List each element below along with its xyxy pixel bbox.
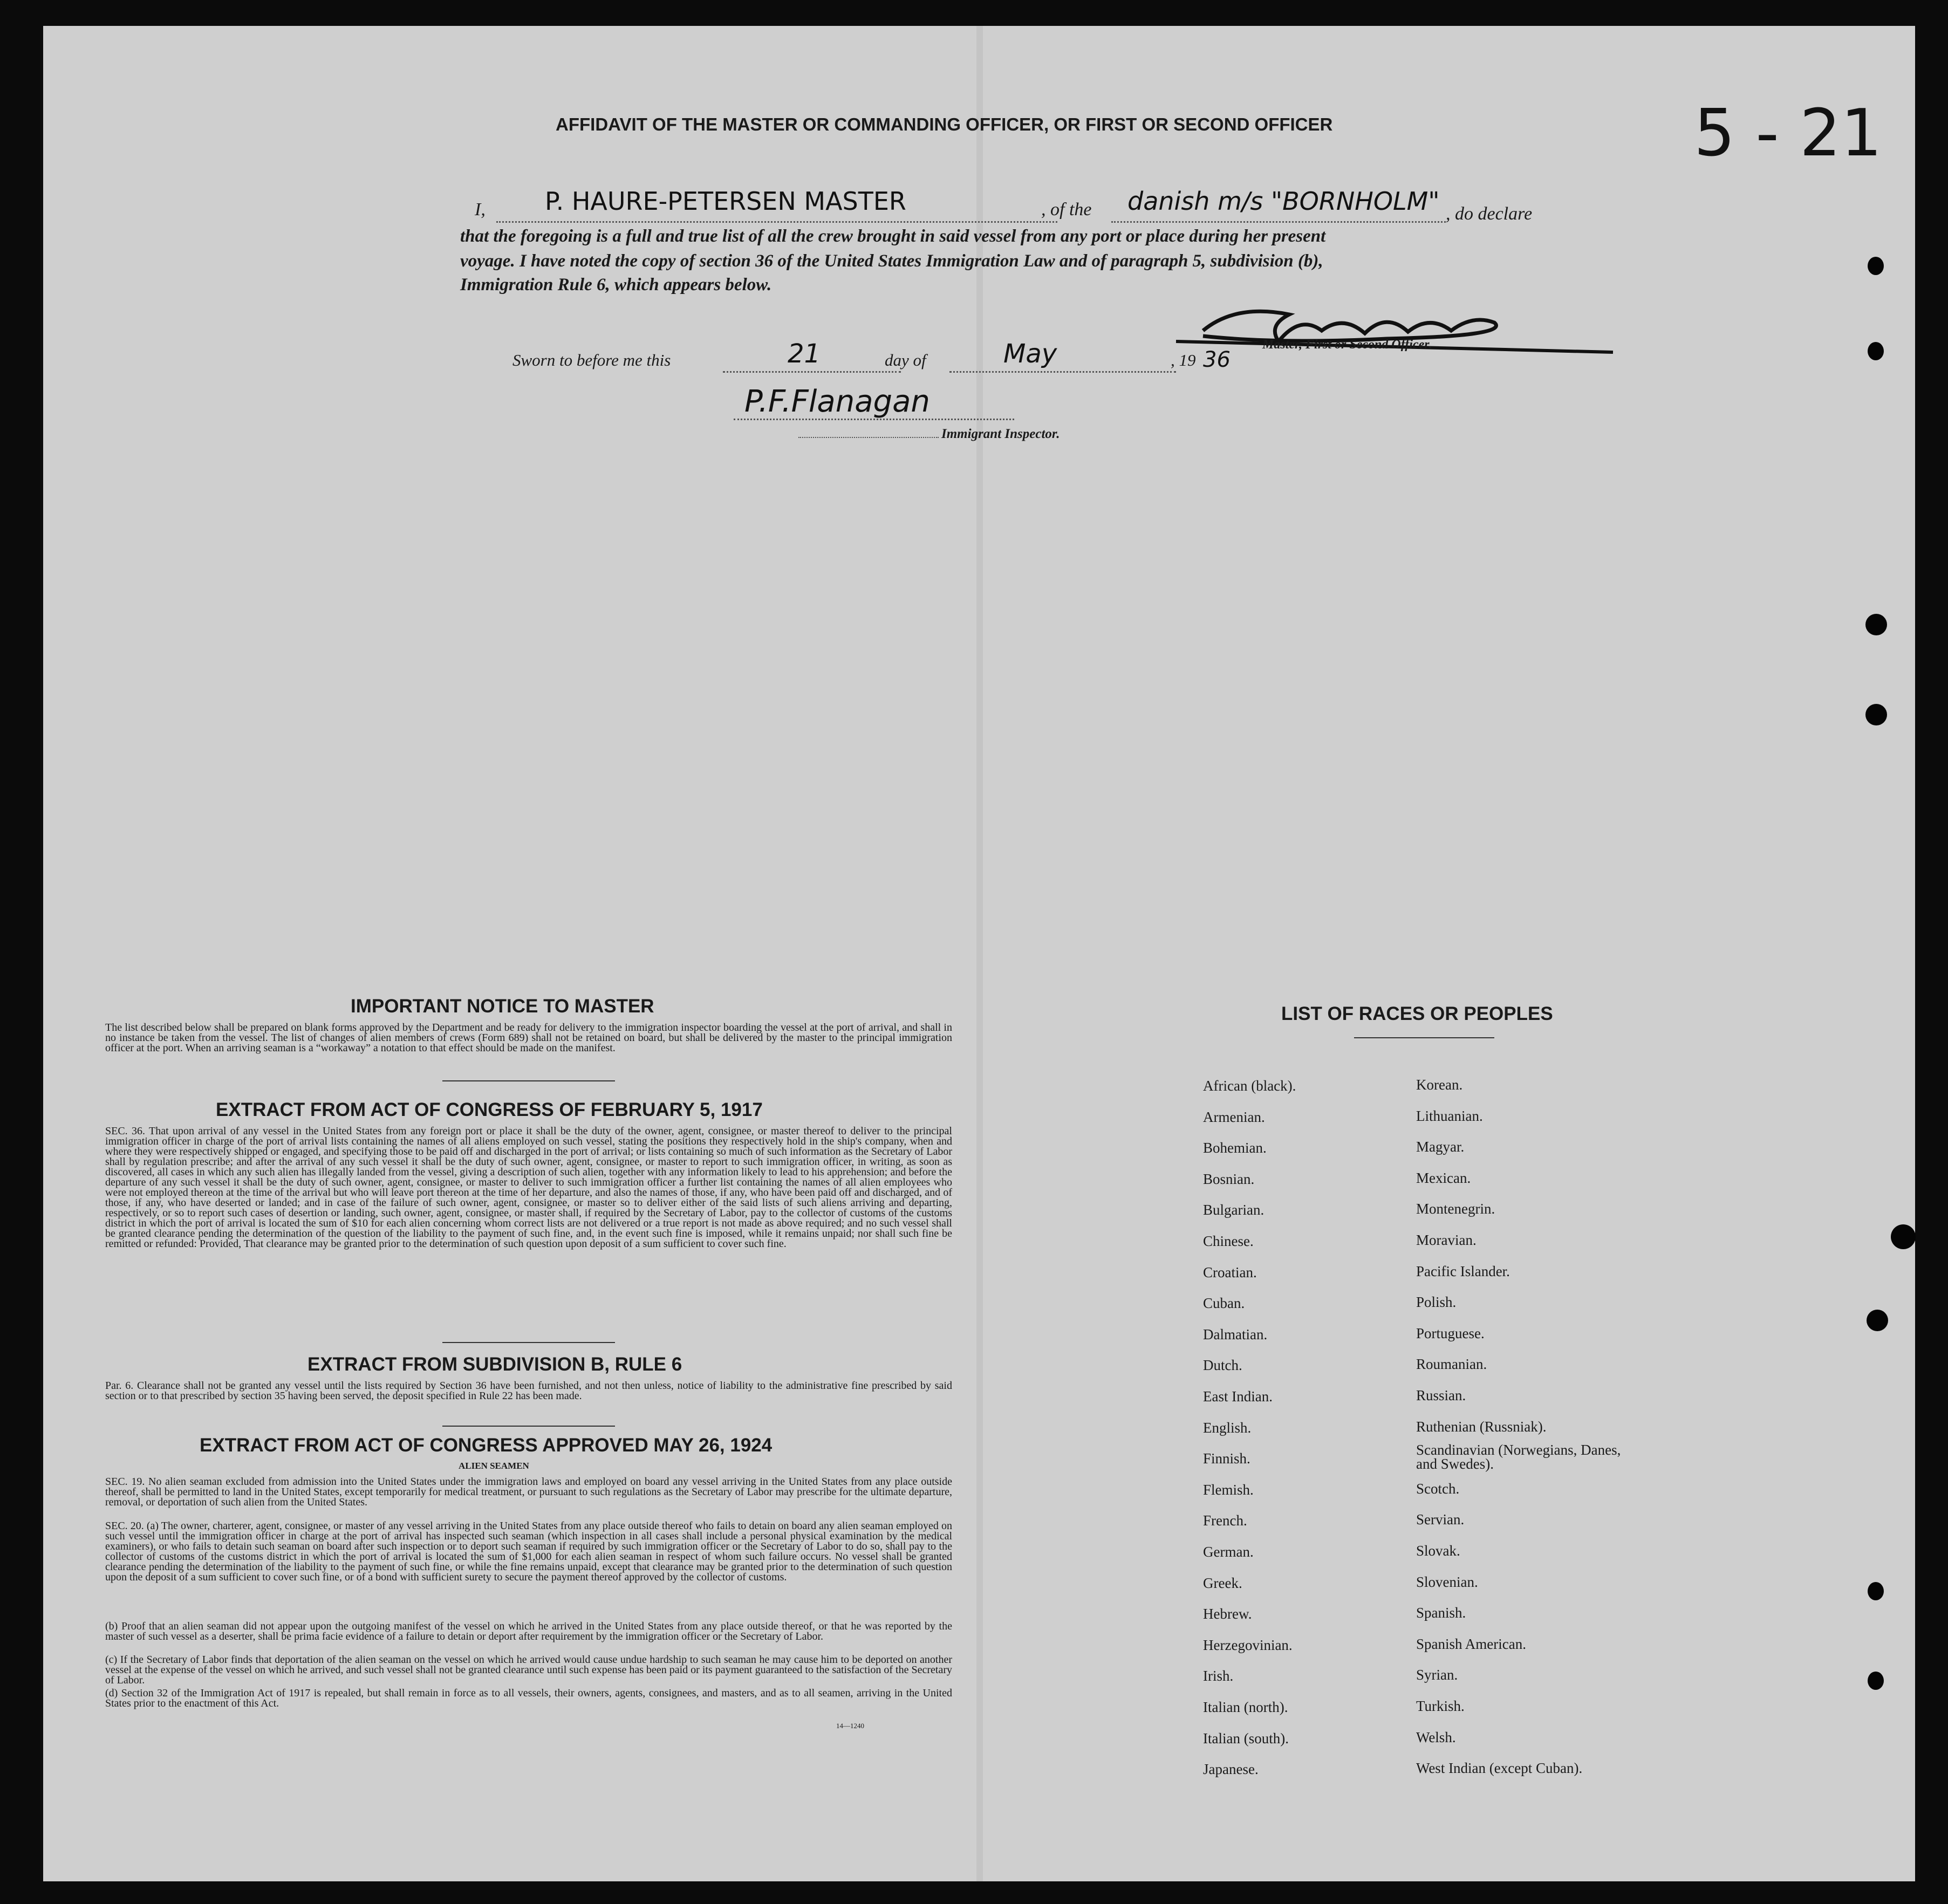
binder-hole-6 bbox=[1867, 1310, 1888, 1331]
extract-rule6-title: EXTRACT FROM SUBDIVISION B, RULE 6 bbox=[307, 1354, 682, 1375]
vessel-line bbox=[1111, 221, 1446, 223]
race-item: Irish. bbox=[1203, 1668, 1234, 1684]
race-item: Dalmatian. bbox=[1203, 1326, 1268, 1343]
extract-1924-sec20c: (c) If the Secretary of Labor finds that deportation of the alien seaman on the vessel on which he arrived would cause undue hardship to such seaman he may cause him to be deported on another vessel at the expense of the vessel on which he arrived, and such vessel shall not be granted clearance until such expense has been paid or its payment guaranteed to the satisfaction of the Secretary of Labor. bbox=[105, 1654, 952, 1686]
race-item: Portuguese. bbox=[1416, 1325, 1485, 1341]
binder-hole-5 bbox=[1891, 1224, 1916, 1249]
binder-hole-7 bbox=[1868, 1582, 1884, 1600]
extract-1924-sec20d: (d) Section 32 of the Immigration Act of 1917 is repealed, but shall remain in force as to all vessels, their owners, agents, consignees, and masters, and as to all seamen, arriving in the United States prior to the enactment of this Act. bbox=[105, 1687, 952, 1709]
race-item: Spanish. bbox=[1416, 1605, 1466, 1621]
extract-1924-title: EXTRACT FROM ACT OF CONGRESS APPROVED MAY 26, 1924 bbox=[200, 1435, 773, 1456]
race-item: Spanish American. bbox=[1416, 1635, 1526, 1652]
form-number: 14—1240 bbox=[836, 1722, 864, 1730]
month-field: May bbox=[1003, 339, 1057, 369]
races-divider bbox=[1354, 1037, 1494, 1038]
race-item: African (black). bbox=[1203, 1078, 1296, 1094]
month-line bbox=[949, 371, 1176, 373]
race-item: Lithuanian. bbox=[1416, 1107, 1483, 1124]
race-item: French. bbox=[1203, 1512, 1247, 1529]
document-page bbox=[43, 26, 1915, 1881]
race-item: Mexican. bbox=[1416, 1169, 1471, 1186]
race-item: Finnish. bbox=[1203, 1450, 1250, 1467]
race-item: Polish. bbox=[1416, 1294, 1457, 1311]
race-item: Magyar. bbox=[1416, 1139, 1465, 1155]
race-item: Greek. bbox=[1203, 1574, 1242, 1591]
day-of-text: day of bbox=[885, 351, 926, 369]
race-item: German. bbox=[1203, 1544, 1254, 1560]
day-field: 21 bbox=[788, 339, 821, 369]
binder-hole-2 bbox=[1868, 342, 1884, 360]
race-item: Montenegrin. bbox=[1416, 1201, 1495, 1217]
race-item: West Indian (except Cuban). bbox=[1416, 1760, 1583, 1777]
race-item: Slovak. bbox=[1416, 1543, 1460, 1559]
affidavit-line-3: voyage. I have noted the copy of section 36 of the United States Immigration Law and of paragraph 5, subdivision (b), bbox=[460, 251, 1323, 271]
race-item: Italian (south). bbox=[1203, 1730, 1289, 1747]
binder-hole-3 bbox=[1865, 614, 1887, 635]
race-item: Bulgarian. bbox=[1203, 1202, 1265, 1218]
race-item: Japanese. bbox=[1203, 1761, 1259, 1778]
notice-body: The list described below shall be prepared on blank forms approved by the Department and be ready for delivery to the immigration inspector boarding the vessel at the port of arrival, and shall in no instance be taken from the vessel. The list of changes of alien members of crews (Form 689) shall not be retained on board, but shall be delivered by the master to the principal immigration officer at the port. When an arriving seaman is a “workaway” a notation to that effect should be made on the manifest. bbox=[105, 1022, 952, 1054]
races-title: LIST OF RACES OR PEOPLES bbox=[1281, 1003, 1553, 1024]
race-item: English. bbox=[1203, 1419, 1252, 1436]
affidavit-title: AFFIDAVIT OF THE MASTER OR COMMANDING OFFICER, OR FIRST OR SECOND OFFICER bbox=[556, 114, 1333, 134]
page-fold bbox=[976, 26, 983, 1881]
year-prefix: , 19 bbox=[1171, 351, 1196, 369]
extract-1924-subtitle: ALIEN SEAMEN bbox=[459, 1461, 529, 1471]
race-item: Turkish. bbox=[1416, 1698, 1465, 1714]
race-item: Chinese. bbox=[1203, 1233, 1254, 1249]
inspector-label-line bbox=[798, 437, 939, 438]
race-item: Welsh. bbox=[1416, 1729, 1456, 1745]
corner-mark: 5 - 21 bbox=[1694, 96, 1882, 171]
race-item: Scandinavian (Norwegians, Danes, and Swedes). bbox=[1416, 1442, 1621, 1472]
extract-1924-sec20a: SEC. 20. (a) The owner, charterer, agent, consignee, or master of any vessel arriving in the United States from any place outside thereof who fails to detain on board any alien seaman employed on such vessel until the immigration officer in charge at the port of arrival has inspected such seaman (which inspection in all cases shall include a personal physical examination by the medical examiners), or who fails to detain such seaman on board after such inspection or to deport such seaman if required by such immigration officer or the Secretary of Labor to do so, shall pay to the collector of customs of the customs district in which the port of arrival is located the sum of $1,000 for each alien seaman in respect of whom such failure occurs. No vessel shall be granted clearance pending the determination of the liability to the payment of such fine, or while the fine remains unpaid, except that clearance may be granted prior to the determination of such question upon the deposit of a sum sufficient to cover such fine, or of a bond with sufficient surety to secure the payment thereof approved by the collector of customs. bbox=[105, 1520, 952, 1583]
race-item: Armenian. bbox=[1203, 1108, 1265, 1125]
race-item: Scotch. bbox=[1416, 1480, 1460, 1497]
day-line bbox=[723, 371, 901, 373]
race-item: Hebrew. bbox=[1203, 1606, 1252, 1622]
extract-1924-sec19: SEC. 19. No alien seaman excluded from admission into the United States under the immigration laws and employed on board any vessel arriving in the United States from any place outside thereof, shall be permitted to land in the United States, except temporarily for medical treatment, or pursuant to such regulations as the Secretary of Labor may prescribe for the ultimate departure, removal, or deportation of such alien from the United States. bbox=[105, 1476, 952, 1508]
master-name-field: P. HAURE-PETERSEN MASTER bbox=[545, 187, 906, 216]
race-item: Roumanian. bbox=[1416, 1356, 1487, 1373]
vessel-field: danish m/s "BORNHOLM" bbox=[1127, 187, 1440, 216]
master-name-line bbox=[496, 221, 1057, 223]
race-item: Russian. bbox=[1416, 1387, 1466, 1403]
binder-hole-8 bbox=[1868, 1672, 1884, 1690]
race-item: Croatian. bbox=[1203, 1264, 1257, 1280]
race-item: Korean. bbox=[1416, 1077, 1463, 1093]
race-item: Italian (north). bbox=[1203, 1699, 1288, 1715]
sworn-text: Sworn to before me this bbox=[512, 351, 671, 369]
race-item: Flemish. bbox=[1203, 1481, 1254, 1498]
affidavit-i: I, bbox=[475, 200, 486, 220]
notice-title: IMPORTANT NOTICE TO MASTER bbox=[351, 996, 654, 1017]
race-item: Moravian. bbox=[1416, 1232, 1477, 1248]
race-item: Bohemian. bbox=[1203, 1140, 1267, 1156]
inspector-label: Immigrant Inspector. bbox=[941, 427, 1060, 441]
extract-1917-body: SEC. 36. That upon arrival of any vessel in the United States from any foreign port or place it shall be the duty of the owner, agent, consignee, or master thereof to deliver to the principal immigration officer in charge of the port of arrival lists containing the names of all aliens employed on such vessel, stating the positions they respectively hold in the ship's company, when and where they were respectively shipped or engaged, and specifying those to be paid off and discharged in the port of arrival; or lists containing so much of such information as the Secretary of Labor shall by regulation prescribe; and after the arrival of any such vessel it shall be the duty of such owner, agent, consignee, or master to report to such immigration officer, in writing, as soon as discovered, all cases in which any such alien has illegally landed from the vessel, giving a description of such alien, together with any information likely to lead to his apprehension; and before the departure of any such vessel it shall be the duty of such owner, agent, consignee, or master to deliver to such immigration officer a further list containing the names of all alien employees who were not employed thereon at the time of the arrival but who will leave port thereon at the time of her departure, and also the names of those, if any, who have been paid off and discharged, and of those, if any, who have deserted or landed; and in case of the failure of such owner, agent, consignee, or master so to deliver either of the said lists of such aliens arriving and departing, respectively, or so to report such cases of desertion or landing, such owner, agent, consignee, or master shall, if required by the Secretary of Labor, pay to the collector of customs of the customs district in which the port of arrival is located the sum of $10 for each alien concerning whom correct lists are not delivered or a true report is not made as above required; and no such vessel shall be granted clearance pending the determination of the question of the liability to the payment of such fine, and, in the event such fine is imposed, while it remains unpaid; nor shall such fine be remitted or refunded: Provided, That clearance may be granted prior to the determination of such question upon deposit of a sum sufficient to cover such fine. bbox=[105, 1125, 952, 1250]
race-item: Ruthenian (Russniak). bbox=[1416, 1418, 1547, 1435]
race-item: Syrian. bbox=[1416, 1667, 1458, 1683]
inspector-signature: P.F.Flanagan bbox=[744, 384, 930, 419]
race-item: Cuban. bbox=[1203, 1295, 1245, 1312]
binder-hole-4 bbox=[1865, 704, 1887, 725]
do-declare-text: , do declare bbox=[1446, 204, 1533, 224]
of-the-text: , of the bbox=[1041, 200, 1092, 220]
divider-3 bbox=[442, 1426, 615, 1427]
race-item: Herzegovinian. bbox=[1203, 1636, 1293, 1653]
binder-hole-1 bbox=[1868, 257, 1884, 275]
race-item: Dutch. bbox=[1203, 1357, 1242, 1374]
race-item: Servian. bbox=[1416, 1511, 1465, 1528]
race-item: East Indian. bbox=[1203, 1388, 1273, 1405]
affidavit-line-4: Immigration Rule 6, which appears below. bbox=[460, 275, 772, 294]
extract-1924-sec20b: (b) Proof that an alien seaman did not appear upon the outgoing manifest of the vessel on which he arrived in the United States from any place outside thereof, or that he was reported by the master of such vessel as a deserter, shall be prima facie evidence of a failure to detain or deport after requirement by the immigration officer or the Secretary of Labor. bbox=[105, 1620, 952, 1642]
affidavit-line-2: that the foregoing is a full and true list of all the crew brought in said vessel from any port or place during her present bbox=[460, 227, 1326, 246]
extract-rule6-body: Par. 6. Clearance shall not be granted any vessel until the lists required by Section 36 have been furnished, and not then unless, notice of liability to the administrative fine prescribed by said section or to that prescribed by section 35 having been served, the deposit specified in Rule 22 has been made. bbox=[105, 1380, 952, 1402]
divider-2 bbox=[442, 1342, 615, 1343]
race-item: Slovenian. bbox=[1416, 1573, 1478, 1590]
master-label: Master, First or Second Officer. bbox=[1262, 338, 1432, 352]
divider-1 bbox=[442, 1080, 615, 1081]
year-field: 36 bbox=[1203, 347, 1231, 372]
race-item: Pacific Islander. bbox=[1416, 1263, 1510, 1279]
extract-1917-title: EXTRACT FROM ACT OF CONGRESS OF FEBRUARY 5, 1917 bbox=[216, 1099, 763, 1120]
race-item: Bosnian. bbox=[1203, 1170, 1255, 1187]
